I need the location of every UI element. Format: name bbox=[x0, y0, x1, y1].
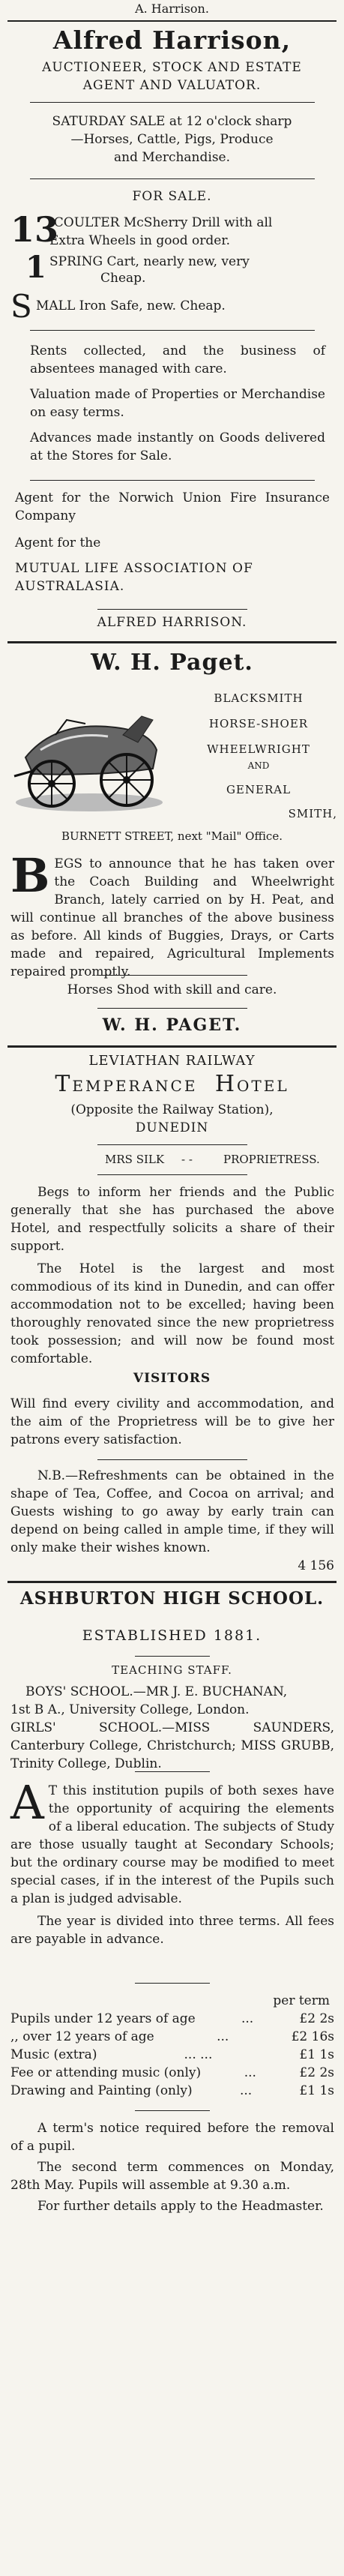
dropcap: A bbox=[10, 1775, 44, 1830]
dropcap: B bbox=[10, 848, 50, 903]
harrison-signature: ALFRED HARRISON. bbox=[97, 615, 247, 630]
harrison-subtitle-1: AUCTIONEER, STOCK AND ESTATE bbox=[42, 60, 302, 75]
paget-horses: Horses Shod with skill and care. bbox=[67, 982, 277, 997]
mutual-line-2: AUSTRALASIA. bbox=[15, 579, 125, 594]
buggy-image bbox=[10, 705, 168, 816]
school-staff-heading: TEACHING STAFF. bbox=[112, 1663, 232, 1677]
dropcap: S bbox=[10, 288, 32, 325]
school-paragraph-4: The second term commences on Monday, 28th May. Pupils will assemble at 9.30 a.m. bbox=[10, 2160, 334, 2193]
item-line: Cheap. bbox=[100, 271, 146, 286]
trade-smith: SMITH, bbox=[288, 807, 337, 820]
ref-number: 4 156 bbox=[298, 1558, 334, 1573]
divider bbox=[97, 609, 247, 610]
rents-text: Rents collected, and the business of absentees managed with care. bbox=[30, 343, 325, 376]
owner-role: PROPRIETRESS. bbox=[223, 1153, 320, 1166]
saturday-line-2: —Horses, Cattle, Pigs, Produce bbox=[70, 132, 274, 147]
divider bbox=[30, 330, 315, 331]
item-quantity: 1 bbox=[25, 250, 46, 285]
hotel-paragraph-2: The Hotel is the largest and most commodious of its kind in Dunedin, and can offer accommodation not to be excelled; having been thoroughly renovated since the new proprietress took possession; and will now be found most comfortable. bbox=[10, 1261, 334, 1366]
school-intro bbox=[10, 1775, 334, 1948]
fee-amount: £2 16s bbox=[291, 2029, 334, 2044]
item-quantity: 13 bbox=[10, 209, 59, 250]
visitors-heading: VISITORS bbox=[133, 1371, 211, 1386]
fee-label: Pupils under 12 years of age bbox=[10, 2011, 196, 2026]
fee-dots: ... ... bbox=[184, 2047, 213, 2062]
sale-item-cart bbox=[10, 250, 334, 292]
word-otel: OTEL bbox=[236, 1077, 289, 1095]
school-paragraph-5: For further details apply to the Headmaster. bbox=[37, 2199, 324, 2214]
boys-school-qualification: 1st B A., University College, London. bbox=[10, 1702, 250, 1717]
trade-and: AND bbox=[247, 760, 270, 771]
fee-label: Drawing and Painting (only) bbox=[10, 2083, 193, 2098]
fee-label: ,, over 12 years of age bbox=[10, 2029, 154, 2044]
sale-item-safe bbox=[10, 288, 334, 325]
sale-item-drill bbox=[10, 209, 334, 253]
harrison-saturday-sale bbox=[0, 112, 344, 166]
saturday-line-3: and Merchandise. bbox=[113, 150, 231, 165]
harrison-header: A. Harrison. bbox=[135, 1, 209, 16]
item-line: -COULTER McSherry Drill with all bbox=[49, 215, 273, 230]
fee-amount: £2 2s bbox=[299, 2065, 334, 2080]
harrison-subtitle-2: AGENT AND VALUATOR. bbox=[82, 78, 262, 93]
item-line: MALL Iron Safe, new. Cheap. bbox=[36, 298, 226, 313]
harrison-agencies bbox=[15, 489, 330, 595]
school-paragraph-2: The year is divided into three terms. All fees are payable in advance. bbox=[10, 1914, 334, 1947]
word-emperance: EMPERANCE bbox=[72, 1077, 198, 1095]
owner-name: MRS SILK bbox=[105, 1153, 165, 1166]
fee-dots: ... bbox=[241, 2011, 254, 2026]
divider bbox=[97, 975, 247, 976]
valuation-text: Valuation made of Properties or Merchandise on easy terms. bbox=[30, 387, 325, 420]
divider bbox=[135, 2110, 210, 2111]
fee-amount: £1 1s bbox=[299, 2083, 334, 2098]
boys-school-master: BOYS' SCHOOL.—MR J. E. BUCHANAN, bbox=[25, 1684, 288, 1699]
cap-t: T bbox=[55, 1071, 73, 1097]
fee-row bbox=[10, 2010, 334, 2028]
fee-dots: ... bbox=[217, 2029, 229, 2044]
trade-wheelwright: WHEELWRIGHT bbox=[207, 742, 310, 756]
section-divider bbox=[7, 1581, 337, 1583]
per-term-label: per term bbox=[273, 1993, 330, 2008]
hotel-ref bbox=[10, 1557, 334, 1575]
divider bbox=[30, 480, 315, 481]
divider bbox=[97, 1008, 247, 1009]
hotel-paragraph-3: Will find every civility and accommodation, and the aim of the Proprietress will be to give her patrons every satisfaction. bbox=[10, 1396, 334, 1447]
buggy-illustration bbox=[10, 705, 168, 816]
fee-label: Fee or attending music (only) bbox=[10, 2065, 202, 2080]
item-line: SPRING Cart, nearly new, very bbox=[49, 254, 250, 269]
divider bbox=[135, 1771, 210, 1772]
fee-table bbox=[10, 1992, 334, 2100]
divider bbox=[97, 1144, 247, 1145]
owner-dash: - - bbox=[181, 1153, 193, 1166]
school-staff bbox=[10, 1683, 334, 1773]
fee-dots: ... bbox=[239, 2083, 253, 2098]
paget-signature: W. H. PAGET. bbox=[102, 1015, 242, 1035]
harrison-title: Alfred Harrison, bbox=[52, 25, 292, 55]
divider bbox=[7, 20, 337, 22]
hotel-announcement bbox=[10, 1183, 334, 1368]
section-divider bbox=[7, 641, 337, 643]
hotel-city: DUNEDIN bbox=[135, 1120, 209, 1135]
divider bbox=[97, 1174, 247, 1175]
item-line: Extra Wheels in good order. bbox=[49, 233, 230, 248]
school-paragraph-3: A term's notice required before the removal of a pupil. bbox=[10, 2121, 334, 2154]
hotel-location: (Opposite the Railway Station), bbox=[70, 1102, 274, 1117]
agent-for-text: Agent for the bbox=[15, 535, 101, 550]
paget-title: W. H. Paget. bbox=[91, 649, 253, 676]
trade-blacksmith: BLACKSMITH bbox=[214, 691, 304, 705]
school-paragraph-1: T this institution pupils of both sexes have the opportunity of acquiring the elements of a liberal education. The subjects of Study are those usually taught at Secondary Schools; but the ordinary course may be modified to meet special cases, if in the interest of the Pupils such a plan is judged advisable. bbox=[10, 1783, 334, 1906]
fee-amount: £1 1s bbox=[299, 2047, 334, 2062]
fee-row bbox=[10, 2028, 334, 2046]
hotel-paragraph-4: N.B.—Refreshments can be obtained in the shape of Tea, Coffee, and Cocoa on arrival; and Guests wishing to go away by early train can depend on being called in ample time, if they will only make their wishes known. bbox=[10, 1468, 334, 1555]
school-title: ASHBURTON HIGH SCHOOL. bbox=[19, 1588, 325, 1609]
divider bbox=[97, 1459, 247, 1460]
agent-fire-text: Agent for the Norwich Union Fire Insurance Company bbox=[15, 490, 330, 523]
harrison-services bbox=[30, 342, 325, 465]
fee-row bbox=[10, 2064, 334, 2082]
girls-school-staff: GIRLS' SCHOOL.—MISS SAUNDERS, Canterbury College, Christchurch; MISS GRUBB, Trinity College, Dublin. bbox=[10, 1720, 334, 1771]
fee-rows bbox=[10, 2010, 334, 2100]
fee-row bbox=[10, 2046, 334, 2064]
advances-text: Advances made instantly on Goods delivered at the Stores for Sale. bbox=[30, 430, 325, 463]
hotel-visitors bbox=[10, 1395, 334, 1449]
divider bbox=[135, 1656, 210, 1657]
school-notices bbox=[10, 2119, 334, 2215]
hotel-nb bbox=[10, 1467, 334, 1557]
hotel-name-line-2 bbox=[0, 1071, 344, 1097]
paget-address: BURNETT STREET, next "Mail" Office. bbox=[61, 829, 283, 843]
paget-body bbox=[10, 848, 334, 981]
paget-body-text: EGS to announce that he has taken over the Coach Building and Wheelwright Branch, lately carried on by H. Peat, and will continue all branches of the above business as before. All kinds of Buggies, Drays, or Carts made and repaired, Agricultural Implements repaired promptly. bbox=[10, 856, 334, 979]
mutual-line-1: MUTUAL LIFE ASSOCIATION OF bbox=[15, 561, 253, 576]
saturday-line-1: SATURDAY SALE at 12 o'clock sharp bbox=[52, 114, 292, 129]
section-divider bbox=[7, 1045, 337, 1048]
fee-dots: ... bbox=[244, 2065, 256, 2080]
divider bbox=[30, 178, 315, 179]
fee-label: Music (extra) bbox=[10, 2047, 97, 2062]
trade-general: GENERAL bbox=[226, 783, 292, 796]
fee-row bbox=[10, 2082, 334, 2100]
paget-trades bbox=[180, 690, 337, 822]
trade-horse-shoer: HORSE-SHOER bbox=[208, 717, 309, 730]
fee-amount: £2 2s bbox=[299, 2011, 334, 2026]
divider bbox=[30, 102, 315, 103]
school-established: ESTABLISHED 1881. bbox=[82, 1627, 262, 1644]
divider bbox=[135, 1983, 210, 1984]
cap-h: H bbox=[214, 1071, 237, 1097]
hotel-paragraph-1: Begs to inform her friends and the Public generally that she has purchased the above Hotel, and respectfully solicits a share of their support. bbox=[10, 1185, 334, 1254]
for-sale-heading: FOR SALE. bbox=[132, 189, 212, 204]
hotel-name-line-1: LEVIATHAN RAILWAY bbox=[88, 1053, 256, 1069]
